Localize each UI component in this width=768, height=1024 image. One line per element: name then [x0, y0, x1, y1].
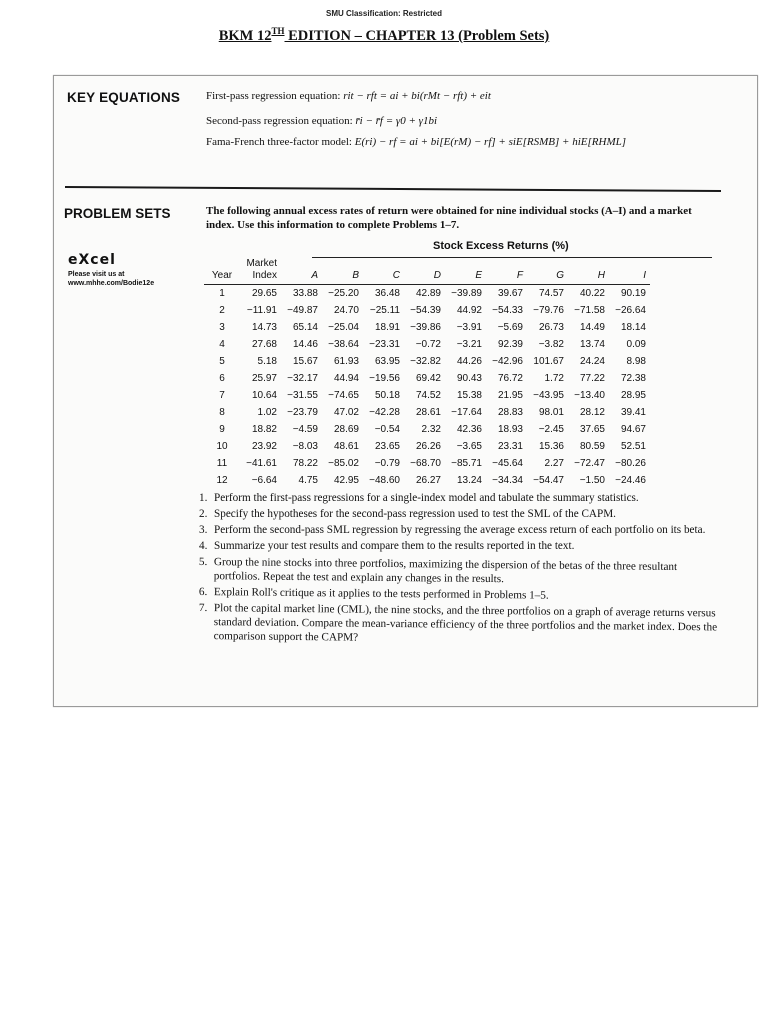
- table-row: [204, 438, 650, 455]
- problem-item: [199, 507, 719, 521]
- return-cell: 27.68: [251, 339, 277, 350]
- return-cell: 92.39: [497, 339, 523, 350]
- return-cell: 21.95: [497, 390, 523, 401]
- table-header: [204, 258, 650, 285]
- return-cell: 28.12: [579, 407, 605, 418]
- return-cell: 90.19: [620, 288, 646, 299]
- return-cell: 80.59: [579, 441, 605, 452]
- return-cell: −0.54: [374, 424, 400, 435]
- return-cell: 44.26: [456, 356, 482, 367]
- return-cell: 78.22: [292, 458, 318, 469]
- return-cell: 50.18: [374, 390, 400, 401]
- year-cell: 8: [219, 407, 225, 418]
- return-cell: −79.76: [533, 305, 564, 316]
- return-cell: 25.97: [251, 373, 277, 384]
- return-cell: 42.95: [333, 475, 359, 486]
- return-cell: 13.74: [579, 339, 605, 350]
- return-cell: −4.59: [292, 424, 318, 435]
- table-row: [204, 336, 650, 353]
- return-cell: 14.73: [251, 322, 277, 333]
- return-cell: 15.36: [538, 441, 564, 452]
- return-cell: 28.61: [415, 407, 441, 418]
- problem-number: 6.: [198, 585, 208, 599]
- title-superscript: TH: [271, 26, 285, 36]
- year-cell: 5: [219, 356, 225, 367]
- problem-number: 1.: [199, 492, 208, 504]
- problem-text: Perform the second-pass SML regression by regressing the average excess return of each portfolio on its beta.: [214, 524, 706, 536]
- problem-item: [199, 601, 719, 648]
- return-cell: 72.38: [620, 373, 646, 384]
- table-header-top-cell: [445, 258, 486, 270]
- return-cell: 40.22: [579, 288, 605, 299]
- return-cell: −0.79: [374, 458, 400, 469]
- return-cell: 18.82: [251, 424, 277, 435]
- table-header-top-cell: [204, 258, 240, 270]
- return-cell: −39.89: [451, 288, 482, 299]
- problem-item: [199, 523, 719, 537]
- problem-number: 3.: [199, 524, 208, 536]
- return-cell: 98.01: [538, 407, 564, 418]
- return-cell: 37.65: [579, 424, 605, 435]
- table-header-top-cell: [404, 258, 445, 270]
- return-cell: 26.27: [415, 475, 441, 486]
- return-cell: −25.20: [328, 288, 359, 299]
- return-cell: 39.67: [497, 288, 523, 299]
- return-cell: −74.65: [328, 390, 359, 401]
- equation-label: First-pass regression equation:: [206, 90, 341, 102]
- key-equations-heading: KEY EQUATIONS: [67, 90, 181, 105]
- return-cell: 26.26: [415, 441, 441, 452]
- year-cell: 7: [219, 390, 225, 401]
- return-cell: −3.82: [538, 339, 564, 350]
- return-cell: 14.46: [292, 339, 318, 350]
- return-cell: 74.52: [415, 390, 441, 401]
- return-cell: −34.34: [492, 475, 523, 486]
- return-cell: −49.87: [287, 305, 318, 316]
- equation-formula: r̄i − r̄f = γ0 + γ1bi: [355, 115, 438, 127]
- return-cell: −17.64: [451, 407, 482, 418]
- return-cell: −0.72: [415, 339, 441, 350]
- return-cell: 42.89: [415, 288, 441, 299]
- column-header: C: [363, 270, 404, 285]
- table-header-top-cell: [609, 258, 650, 270]
- return-cell: −41.61: [246, 458, 277, 469]
- problem-text: Plot the capital market line (CML), the nine stocks, and the three portfolios on a graph of average returns versus standard deviation. Compare the mean-variance efficiency of the three portfolios and the market index. Does the comparison support the CAPM?: [213, 602, 718, 644]
- column-header: G: [527, 270, 568, 285]
- return-cell: −31.55: [287, 390, 318, 401]
- equation-formula: rit − rft = ai + bi(rMt − rft) + eit: [343, 90, 491, 102]
- return-cell: 28.95: [620, 390, 646, 401]
- return-cell: 23.65: [374, 441, 400, 452]
- problem-number: 7.: [198, 601, 208, 615]
- column-header: E: [445, 270, 486, 285]
- return-cell: −32.82: [410, 356, 441, 367]
- return-cell: 76.72: [497, 373, 523, 384]
- return-cell: 1.72: [544, 373, 564, 384]
- table-row: [204, 421, 650, 438]
- return-cell: −19.56: [369, 373, 400, 384]
- return-cell: −32.17: [287, 373, 318, 384]
- return-cell: 15.38: [456, 390, 482, 401]
- return-cell: −54.39: [410, 305, 441, 316]
- return-cell: 0.09: [626, 339, 646, 350]
- return-cell: 33.88: [292, 288, 318, 299]
- return-cell: −25.04: [328, 322, 359, 333]
- return-cell: −72.47: [574, 458, 605, 469]
- return-cell: 65.14: [292, 322, 318, 333]
- equation-fama-french: [206, 136, 626, 148]
- return-cell: −26.64: [615, 305, 646, 316]
- return-cell: 101.67: [533, 356, 564, 367]
- return-cell: −6.64: [251, 475, 277, 486]
- return-cell: 23.31: [497, 441, 523, 452]
- scanned-textbook-page: [53, 75, 758, 707]
- problem-item: [199, 491, 719, 505]
- table-body: [204, 285, 650, 490]
- return-cell: −68.70: [410, 458, 441, 469]
- return-cell: −1.50: [579, 475, 605, 486]
- excel-note-line: Please visit us at: [68, 271, 125, 278]
- return-cell: −42.28: [369, 407, 400, 418]
- return-cell: 52.51: [620, 441, 646, 452]
- problem-sets-intro: The following annual excess rates of return were obtained for nine individual stocks (A–I) and a market index. Use this information to complete Problems 1–7.: [206, 205, 692, 231]
- excel-logo: eXcel: [68, 252, 116, 268]
- return-cell: −45.64: [492, 458, 523, 469]
- return-cell: −23.31: [369, 339, 400, 350]
- problem-text: Explain Roll's critique as it applies to the tests performed in Problems 1–5.: [213, 586, 549, 602]
- return-cell: 63.95: [374, 356, 400, 367]
- return-cell: 94.67: [620, 424, 646, 435]
- return-cell: −5.69: [497, 322, 523, 333]
- return-cell: 28.83: [497, 407, 523, 418]
- table-row: [204, 370, 650, 387]
- return-cell: 18.14: [620, 322, 646, 333]
- return-cell: 8.98: [626, 356, 646, 367]
- return-cell: −13.40: [574, 390, 605, 401]
- equation-second-pass: [206, 115, 437, 127]
- return-cell: 29.65: [251, 288, 277, 299]
- year-cell: 11: [216, 458, 228, 469]
- return-cell: −42.96: [492, 356, 523, 367]
- return-cell: 28.69: [333, 424, 359, 435]
- return-cell: 90.43: [456, 373, 482, 384]
- problem-sets-heading: PROBLEM SETS: [64, 206, 171, 221]
- section-divider: [65, 186, 721, 192]
- problem-number: 4.: [199, 540, 208, 552]
- year-cell: 3: [219, 322, 225, 333]
- problem-text: Group the nine stocks into three portfolios, maximizing the dispersion of the betas of the three resultant portfolios. Repeat the test and explain any changes in the results.: [213, 556, 678, 586]
- problem-text: Specify the hypotheses for the second-pass regression used to test the SML of the CAPM.: [214, 508, 616, 520]
- return-cell: 69.42: [415, 373, 441, 384]
- year-cell: 2: [219, 305, 225, 316]
- classification-label: SMU Classification: Restricted: [325, 9, 443, 18]
- return-cell: −39.86: [410, 322, 441, 333]
- table-header-top-cell: [281, 258, 322, 270]
- table-row: [204, 455, 650, 472]
- return-cell: −3.91: [456, 322, 482, 333]
- table-row: [204, 319, 650, 336]
- column-header: B: [322, 270, 363, 285]
- return-cell: 18.93: [497, 424, 523, 435]
- return-cell: 13.24: [456, 475, 482, 486]
- return-cell: −2.45: [538, 424, 564, 435]
- return-cell: −43.95: [533, 390, 564, 401]
- return-cell: 15.67: [292, 356, 318, 367]
- return-cell: −85.71: [451, 458, 482, 469]
- table-row: [204, 472, 650, 489]
- return-cell: 5.18: [257, 356, 277, 367]
- return-cell: 39.41: [620, 407, 646, 418]
- table-header-top-cell: [527, 258, 568, 270]
- problem-item: [199, 539, 719, 553]
- return-cell: 4.75: [298, 475, 318, 486]
- return-cell: −54.47: [533, 475, 564, 486]
- equation-first-pass: [206, 90, 491, 102]
- problem-item: [199, 555, 719, 588]
- year-cell: 9: [219, 424, 225, 435]
- year-cell: 10: [216, 441, 228, 452]
- problem-text: Summarize your test results and compare them to the results reported in the text.: [214, 540, 575, 552]
- return-cell: −25.11: [369, 305, 400, 316]
- return-cell: 44.94: [333, 373, 359, 384]
- return-cell: 1.02: [257, 407, 277, 418]
- return-cell: 2.32: [421, 424, 441, 435]
- return-cell: −24.46: [615, 475, 646, 486]
- return-cell: 42.36: [456, 424, 482, 435]
- return-cell: −8.03: [292, 441, 318, 452]
- return-cell: −23.79: [287, 407, 318, 418]
- return-cell: −3.65: [456, 441, 482, 452]
- return-cell: 61.93: [333, 356, 359, 367]
- year-cell: 4: [219, 339, 225, 350]
- column-header: Index: [240, 270, 281, 285]
- table-header-top-cell: Market: [246, 258, 277, 269]
- return-cell: 2.27: [544, 458, 564, 469]
- return-cell: 48.61: [333, 441, 359, 452]
- column-header: I: [609, 270, 650, 285]
- return-cell: −80.26: [615, 458, 646, 469]
- return-cell: −71.58: [574, 305, 605, 316]
- table-header-top-cell: [486, 258, 527, 270]
- return-cell: −48.60: [369, 475, 400, 486]
- return-cell: 36.48: [374, 288, 400, 299]
- year-cell: 6: [219, 373, 225, 384]
- equation-formula: E(ri) − rf = ai + bi[E(rM) − rf] + siE[RSMB] + hiE[RHML]: [354, 136, 627, 148]
- table-row: [204, 387, 650, 404]
- problem-number: 5.: [198, 555, 208, 569]
- equation-label: Fama-French three-factor model:: [206, 136, 352, 148]
- excess-returns-table: [204, 258, 650, 489]
- table-header-top-cell: [322, 258, 363, 270]
- year-cell: 1: [219, 288, 225, 299]
- excel-note-url: www.mhhe.com/Bodie12e: [68, 280, 155, 287]
- column-header: Year: [204, 270, 240, 285]
- return-cell: 77.22: [579, 373, 605, 384]
- problem-number: 2.: [199, 508, 208, 520]
- return-cell: 47.02: [333, 407, 359, 418]
- table-title: Stock Excess Returns (%): [433, 240, 569, 252]
- return-cell: 74.57: [538, 288, 564, 299]
- return-cell: −85.02: [328, 458, 359, 469]
- return-cell: 14.49: [579, 322, 605, 333]
- return-cell: 23.92: [251, 441, 277, 452]
- return-cell: 26.73: [538, 322, 564, 333]
- excel-note: [68, 270, 154, 288]
- table-row: [204, 285, 650, 303]
- problem-list: [199, 491, 719, 645]
- table-row: [204, 353, 650, 370]
- return-cell: 18.91: [374, 322, 400, 333]
- return-cell: −3.21: [456, 339, 482, 350]
- table-header-top-cell: [363, 258, 404, 270]
- document-title: [0, 26, 768, 45]
- column-header: D: [404, 270, 445, 285]
- title-prefix: BKM 12: [218, 27, 272, 44]
- title-rest: EDITION – CHAPTER 13 (Problem Sets): [284, 27, 550, 44]
- year-cell: 12: [216, 475, 228, 486]
- problem-text: Perform the first-pass regressions for a single-index model and tabulate the summary statistics.: [214, 492, 639, 504]
- table-header-top-cell: [568, 258, 609, 270]
- column-header: F: [486, 270, 527, 285]
- table-row: [204, 404, 650, 421]
- return-cell: −54.33: [492, 305, 523, 316]
- return-cell: 24.24: [579, 356, 605, 367]
- return-cell: 10.64: [251, 390, 277, 401]
- return-cell: −38.64: [328, 339, 359, 350]
- return-cell: −11.91: [246, 305, 277, 316]
- table-row: [204, 302, 650, 319]
- equation-label: Second-pass regression equation:: [206, 115, 353, 127]
- column-header: H: [568, 270, 609, 285]
- column-header: A: [281, 270, 322, 285]
- return-cell: 44.92: [456, 305, 482, 316]
- return-cell: 24.70: [333, 305, 359, 316]
